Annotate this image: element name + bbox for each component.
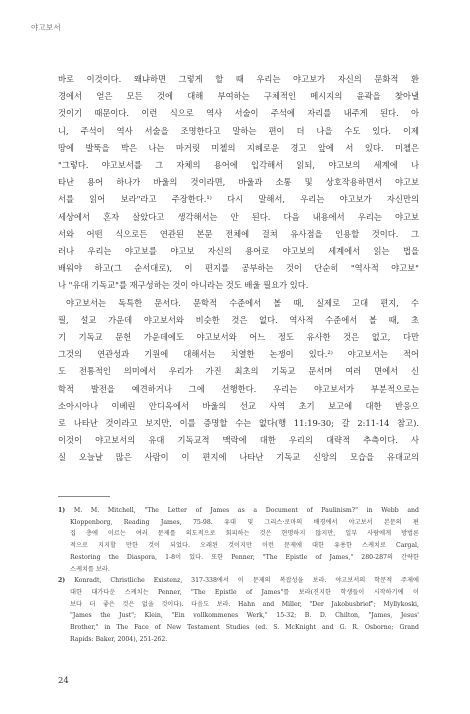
body-line: 서와 어떤 식으로든 연관된 본문 전체에 걸쳐 유사점을 인용할 것이다. 그 [58,228,419,239]
footnote-text: Konradt, Christliche Existenz, 317-338에서 이 문제의 복잡성을 보라. 야고보서의 학문적 주제에 [74,577,419,585]
body-line: 서를 읽어 보라"라고 주장한다.¹⁾ 다시 말해서, 우리는 야고보가 자신만의 [58,194,419,205]
footnote-line: 집 층에 이르는 여러 문제를 의도적으로 회피하는 것은 현명하지 않지만, 일부 사람에게 방법론 [70,530,419,538]
body-line: 기 기독교 문헌 가운데에도 야고보서와 어느 정도 유사한 것은 없고, 다만 [58,332,419,343]
footnote-line: Brother," in The Face of New Testament Studies (ed. S. McKnight and G. R. Osborne; Grand [70,624,419,632]
footnote-number: 2) [58,577,66,585]
body-line: 실 오늘날 많은 사람이 이 편지에 나타난 기독교 신앙의 모습을 유대교의 [58,452,419,463]
body-line: 이것이 야고보서의 유대 기독교적 맥락에 대한 우리의 대략적 추측이다. 사 [58,435,419,446]
page-number: 24 [58,676,69,686]
body-line: 것이기 때문이다. 이런 식으로 역사 서술이 주석에 자리를 내주게 된다. 아 [58,108,419,119]
body-line: 니, 주석이 역사 서술을 조명한다고 말하는 편이 더 나을 수도 있다. 이제 [58,125,419,136]
footnote-line: Rapids: Baker, 2004), 251-262. [70,635,168,643]
body-line: 러나 우리는 야고보를 야고보 자신의 용어로 야고보의 세계에서 읽는 법을 [58,246,419,257]
footnote-divider [58,496,110,497]
footnote-line: 보다 더 좋은 것은 없을 것이다). 다음도 보라. Hahn and Miller, "Der Jakobusbrief"; Myllykoski, [70,600,419,608]
body-line: 그것의 연관성과 기원에 대해서는 치열한 논쟁이 있다.²⁾ 야고보서는 적어 [58,349,419,360]
body-line: 도 전통적인 의미에서 우리가 가진 최초의 기독교 문서며 여러 면에서 신 [58,366,419,377]
body-text [58,71,419,467]
footnote-line [58,505,419,517]
body-line: 소아시아나 이베린 안디옥에서 바울의 선교 사역 초기 보고에 대한 반응으 [58,400,419,411]
body-line: 세상에서 혼자 살았다고 생각해서는 안 된다. 다음 내용에서 우리는 야고보 [58,211,419,222]
body-line: 필, 설교 가운데 야고보서와 비슷한 것은 없다. 역사적 수준에서 볼 때, 초 [58,314,419,325]
footnote-line [58,575,419,587]
footnote-line: "James the Just"; Klein, "Ein vollkommenes Werk," 15-32; B. D. Chilton, "James, Jesus' [70,612,419,620]
body-line: 바로 이것이다. 왜냐하면 그렇게 할 때 우리는 야고보가 자신의 문화적 환 [58,74,419,84]
footnotes [58,505,419,645]
body-line: 타난 용어 하나가 바울의 것이라면, 바울과 소통 및 상호작용하면서 야고보 [58,177,419,188]
footnote-text: M. M. Mitchell, "The Letter of James as a Document of Paulinism?" in Webb and [73,507,419,514]
body-line: 로 나타난 것이라고 보지만, 이를 증명할 수는 없다(행 11:19-30; 갈 2:11-14 참고). [58,418,419,429]
footnote-line: 적으로 지지할 만한 것이 되었다. 오래된 것이지만 이런 문제에 대한 유용한 스케치로 Cargal, [70,542,419,550]
body-line: "그렇다. 야고보서를 그 자체의 용어에 입각해서 읽되, 야고보의 세계에 나 [58,160,419,171]
body-line: 배워야 하고(그 순서대로), 이 편지를 공부하는 것이 단순히 "역사적 야고보" [58,263,419,274]
body-line: 나 "유대 기독교"를 재구성하는 것이 아니라는 것도 배울 필요가 있다. [58,280,309,291]
footnote-line: 스케치를 보라. [70,565,110,573]
body-line: 학적 발전을 예견하거나 그에 선행한다. 우리는 야고보서가 부분적으로는 [58,383,419,394]
body-line: 땅에 발뚝을 박은 나는 마거릿 미첼의 지혜로운 경고 앞에 서 있다. 미첼은 [58,142,419,153]
running-head: 야고보서 [31,23,61,32]
footnote-line: 대한 대가다운 스케치는 Penner, "The Epistle of James"를 보라(진지한 학생들이 시작하기에 이 [70,588,419,596]
footnote-line: Restoring the Diaspora, 1-8이 있다. 또한 Penner, "The Epistle of James," 280-287의 간략한 [70,553,419,561]
body-line: 야고보서는 독특한 문서다. 문학적 수준에서 볼 때, 실제로 고대 편지, 수 [66,297,419,308]
footnote-number: 1) [58,507,66,514]
body-line: 경에서 얻은 모든 것에 대해 부여하는 구체적인 메시지의 윤곽을 찾아낼 [58,91,419,102]
footnote-line: Kloppenborg, Reading James, 75-98. 유대 및 그리스·로마의 배경에서 야고보서 본문의 편 [70,518,419,526]
